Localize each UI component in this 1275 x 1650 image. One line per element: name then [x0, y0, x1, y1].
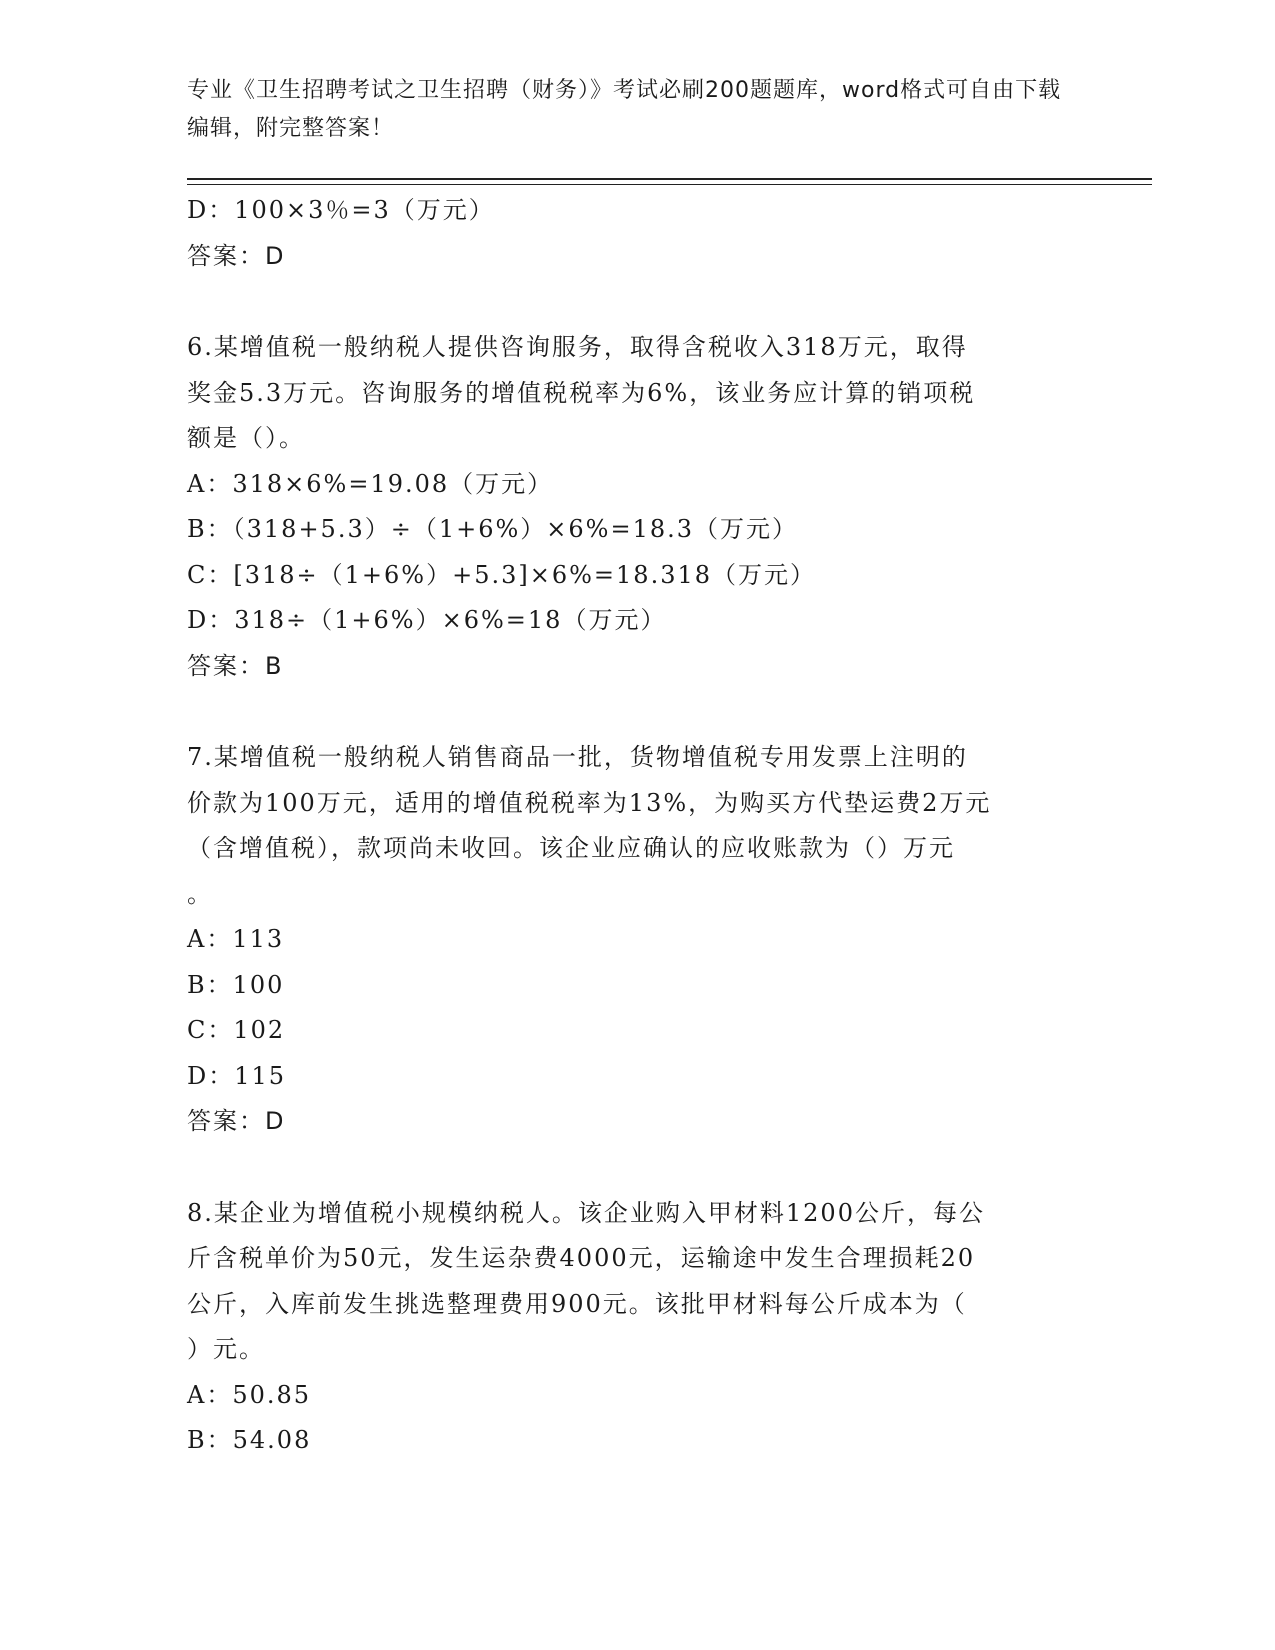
question-content	[187, 188, 1087, 1464]
option-b: B：（318+5.3）÷（1+6%）×6%=18.3（万元）	[187, 515, 799, 543]
option-a: A：318×6%=19.08（万元）	[187, 469, 554, 498]
question-text-line: 额是（）。	[187, 424, 305, 452]
question-text-line: 6.某增值税一般纳税人提供咨询服务，取得含税收入318万元，取得	[187, 333, 968, 361]
question-text-line: 奖金5.3万元。咨询服务的增值税税率为6%，该业务应计算的销项税	[187, 378, 976, 407]
question-7	[187, 735, 1087, 1145]
option-d: D：115	[187, 1061, 287, 1090]
question-6	[187, 325, 1087, 689]
spacer	[187, 689, 1087, 735]
question-text-line: ）元。	[187, 1335, 265, 1363]
option-c: C：102	[187, 1016, 286, 1044]
document-header: 专业《卫生招聘考试之卫生招聘（财务）》考试必刷200题题库，word格式可自由下载编辑，附完整答案！	[187, 78, 1062, 141]
question-text-line: 8.某企业为增值税小规模纳税人。该企业购入甲材料1200公斤，每公	[187, 1198, 985, 1227]
option-b: B：100	[187, 970, 285, 999]
question-text-line: （含增值税），款项尚未收回。该企业应确认的应收账款为（）万元	[187, 834, 955, 862]
answer: 答案：B	[187, 651, 284, 680]
option-c: C：[318÷（1+6%）+5.3]×6%=18.318（万元）	[187, 560, 817, 589]
header-divider-thin	[187, 184, 1152, 185]
q5-option-d: D：100×3％=3（万元）	[187, 196, 495, 224]
option-d: D：318÷（1+6%）×6%=18（万元）	[187, 606, 667, 634]
option-b: B：54.08	[187, 1426, 312, 1454]
question-text-line: 。	[187, 879, 213, 908]
question-text-line: 7.某增值税一般纳税人销售商品一批，货物增值税专用发票上注明的	[187, 743, 968, 771]
option-a: A：113	[187, 925, 285, 953]
spacer	[187, 1145, 1087, 1191]
question-8	[187, 1191, 1087, 1464]
q5-answer: 答案：D	[187, 241, 286, 270]
spacer	[187, 279, 1087, 325]
question-text-line: 公斤，入库前发生挑选整理费用900元。该批甲材料每公斤成本为（	[187, 1289, 967, 1318]
answer: 答案：D	[187, 1107, 286, 1135]
header-divider-thick	[187, 178, 1152, 180]
question-text-line: 斤含税单价为50元，发生运杂费4000元，运输途中发生合理损耗20	[187, 1244, 976, 1272]
question-text-line: 价款为100万元，适用的增值税税率为13%，为购买方代垫运费2万元	[187, 788, 992, 817]
option-a: A：50.85	[187, 1380, 312, 1409]
